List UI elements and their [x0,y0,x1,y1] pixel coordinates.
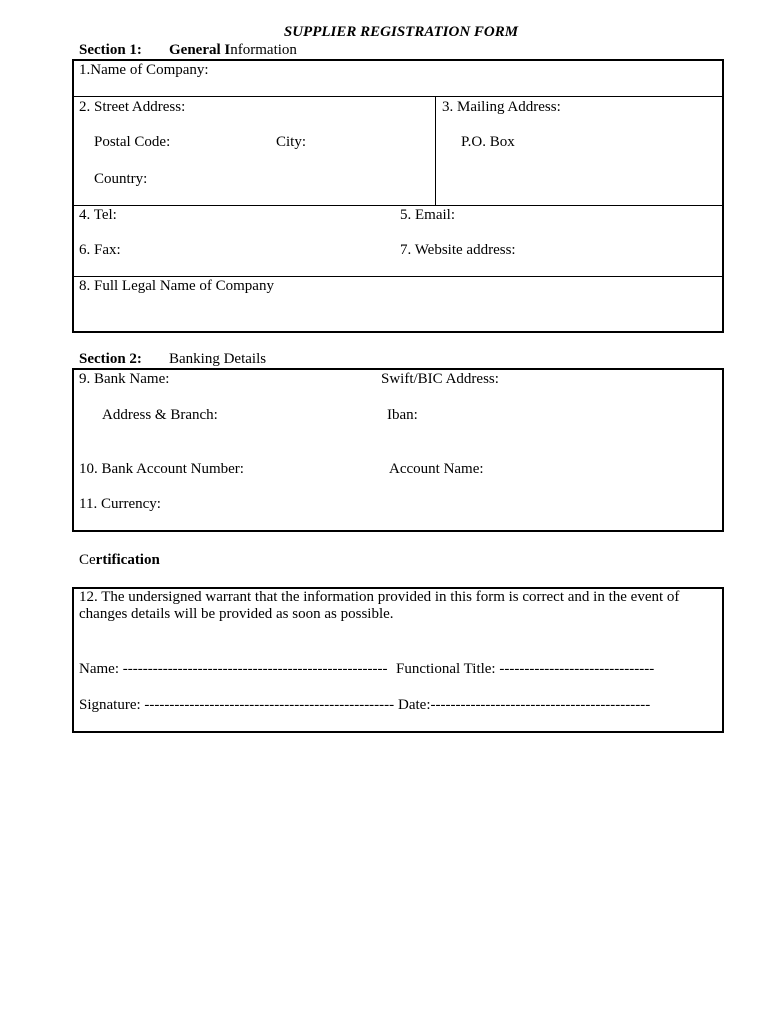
website-field[interactable]: 7. Website address: [400,242,516,258]
banking-details-box [72,368,724,532]
account-number-field[interactable]: 10. Bank Account Number: [79,461,244,477]
date-line[interactable]: Date:-------------------------------------------- [398,697,651,713]
mailing-address-field[interactable]: 3. Mailing Address: [442,99,561,115]
tel-field[interactable]: 4. Tel: [79,207,117,223]
form-title: SUPPLIER REGISTRATION FORM [283,24,519,40]
swift-field[interactable]: Swift/BIC Address: [381,371,499,387]
row-divider [73,96,723,97]
iban-field[interactable]: Iban: [387,407,418,423]
column-divider [435,96,436,205]
row-divider [73,205,723,206]
company-name-field[interactable]: 1.Name of Company: [79,62,209,78]
row-divider [73,276,723,277]
currency-field[interactable]: 11. Currency: [79,496,161,512]
certification-heading: Certification [79,552,160,568]
email-field[interactable]: 5. Email: [400,207,455,223]
street-address-field[interactable]: 2. Street Address: [79,99,186,115]
signature-line[interactable]: Signature: -------------------------------------------------- [79,697,395,713]
section2-label: Section 2: [79,351,142,367]
section1-heading: General Information [169,42,297,58]
account-name-field[interactable]: Account Name: [389,461,484,477]
section2-heading: Banking Details [169,351,267,367]
section1-label: Section 1: [79,42,142,58]
functional-title-line[interactable]: Functional Title: ------------------------------- [396,661,655,677]
po-box-field[interactable]: P.O. Box [461,134,515,150]
country-field[interactable]: Country: [94,171,148,187]
certification-statement: 12. The undersigned warrant that the information provided in this form is correct and in the event of changes details will be provided as soon as possible. [79,589,680,622]
name-line[interactable]: Name: ----------------------------------------------------- [79,661,388,677]
city-field[interactable]: City: [276,134,307,150]
legal-name-field[interactable]: 8. Full Legal Name of Company [79,278,274,294]
fax-field[interactable]: 6. Fax: [79,242,121,258]
address-branch-field[interactable]: Address & Branch: [102,407,218,423]
bank-name-field[interactable]: 9. Bank Name: [79,371,170,387]
postal-code-field[interactable]: Postal Code: [94,134,171,150]
